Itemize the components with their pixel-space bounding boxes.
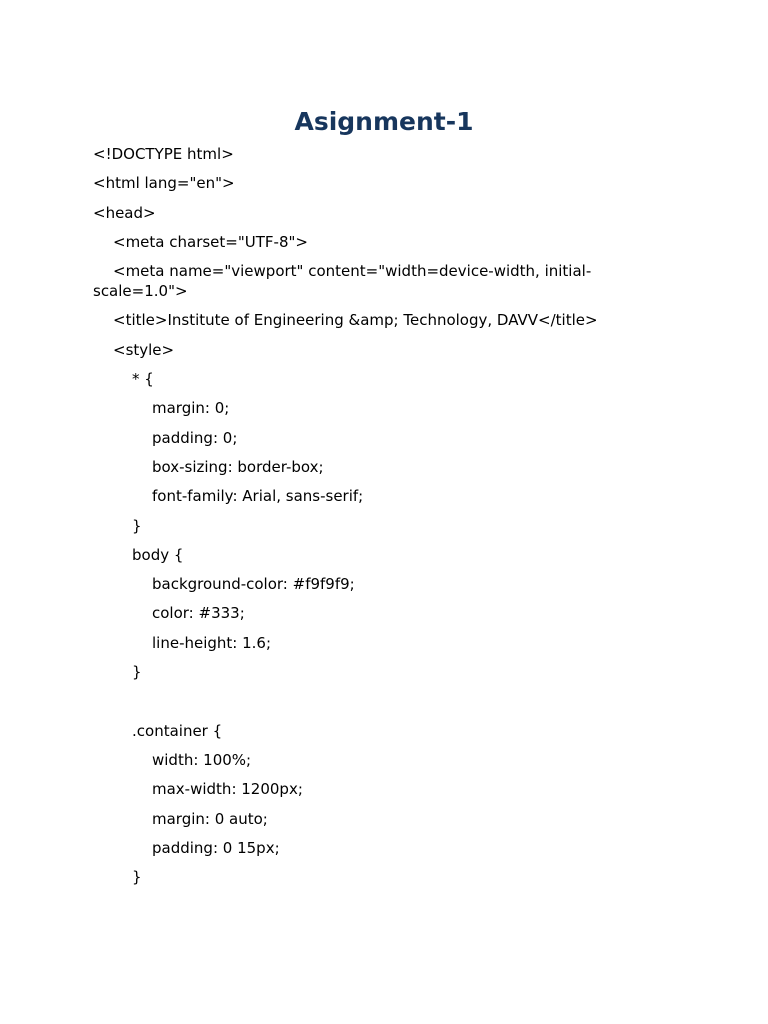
code-line: <style>	[113, 340, 175, 359]
code-line: .container {	[132, 721, 223, 740]
code-line: }	[132, 868, 142, 887]
code-line: background-color: #f9f9f9;	[152, 575, 355, 594]
code-line: margin: 0 auto;	[152, 809, 268, 828]
code-line: body {	[132, 545, 184, 564]
code-line: color: #333;	[152, 604, 245, 623]
code-line: max-width: 1200px;	[152, 780, 303, 799]
code-line: padding: 0 15px;	[152, 838, 280, 857]
code-line: width: 100%;	[152, 750, 252, 769]
code-listing	[93, 144, 633, 896]
code-line: * {	[132, 370, 154, 389]
code-line: <title>Institute of Engineering &amp; Technology, DAVV</title>	[113, 311, 598, 330]
code-line: <html lang="en">	[93, 174, 235, 193]
code-line: padding: 0;	[152, 428, 238, 447]
code-line: <meta charset="UTF-8">	[113, 232, 308, 251]
document-title: Asignment-1	[294, 107, 474, 136]
code-line: }	[132, 516, 142, 535]
code-line-wrapped	[93, 261, 633, 301]
code-line: }	[132, 663, 142, 682]
code-line: box-sizing: border-box;	[152, 457, 324, 476]
code-line: <head>	[93, 203, 156, 222]
code-line: font-family: Arial, sans-serif;	[152, 487, 364, 506]
code-line: <!DOCTYPE html>	[93, 145, 234, 163]
code-line: line-height: 1.6;	[152, 633, 272, 652]
code-line: margin: 0;	[152, 399, 230, 418]
code-line-text: <meta name="viewport" content="width=device-width, initial-scale=1.0">	[93, 262, 592, 301]
blank-line	[93, 691, 633, 711]
